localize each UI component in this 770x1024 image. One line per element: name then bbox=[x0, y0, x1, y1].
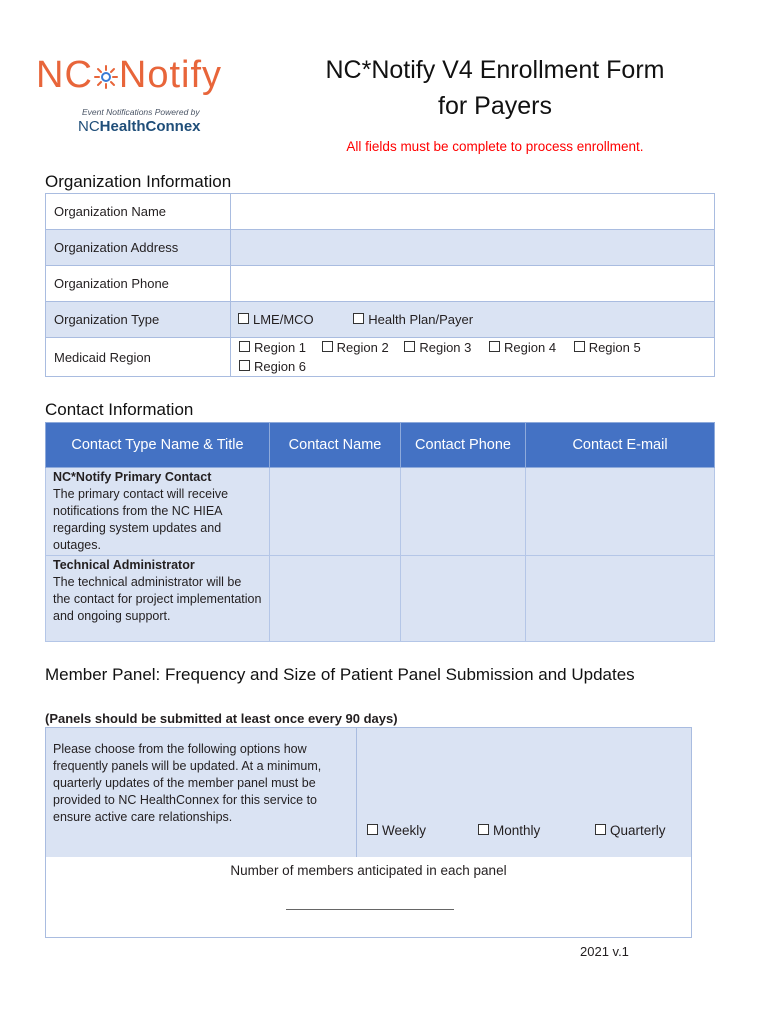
logo-tagline: Event Notifications Powered by bbox=[82, 107, 200, 117]
checkbox-icon bbox=[239, 341, 250, 352]
org-row-address bbox=[46, 230, 715, 266]
col-contact-name: Contact Name bbox=[270, 423, 401, 468]
region-2-checkbox[interactable]: Region 2 bbox=[322, 340, 389, 355]
members-count-box bbox=[45, 857, 692, 938]
monthly-checkbox[interactable]: Monthly bbox=[478, 823, 540, 838]
primary-contact-email-input[interactable] bbox=[526, 468, 715, 556]
form-title: NC*Notify V4 Enrollment Form for Payers bbox=[325, 56, 665, 120]
region-6-checkbox[interactable]: Region 6 bbox=[239, 359, 306, 374]
region-3-checkbox[interactable]: Region 3 bbox=[404, 340, 471, 355]
org-row-phone bbox=[46, 266, 715, 302]
quarterly-checkbox[interactable]: Quarterly bbox=[595, 823, 666, 838]
checkbox-icon bbox=[239, 360, 250, 371]
org-table bbox=[45, 193, 715, 377]
medicaid-region-options bbox=[231, 338, 715, 377]
frequency-instructions: Please choose from the following options how frequently panels will be updated. At a minimum, quarterly updates of the member panel must be provided to NC HealthConnex for this service to ensure active care relationships. bbox=[53, 742, 322, 824]
org-row-name bbox=[46, 194, 715, 230]
logo-sun-icon bbox=[94, 56, 118, 80]
contact-row-technical bbox=[46, 556, 715, 642]
version-label: 2021 v.1 bbox=[580, 944, 629, 959]
region-4-checkbox[interactable]: Region 4 bbox=[489, 340, 556, 355]
technical-admin-desc: Technical Administrator The technical administrator will be the contact for project implementation and ongoing support. bbox=[46, 556, 270, 642]
checkbox-icon bbox=[478, 824, 489, 835]
org-row-type bbox=[46, 302, 715, 338]
frequency-box bbox=[45, 727, 692, 859]
col-contact-phone: Contact Phone bbox=[401, 423, 526, 468]
org-name-label: Organization Name bbox=[46, 194, 231, 230]
region-1-checkbox[interactable]: Region 1 bbox=[239, 340, 306, 355]
org-type-options bbox=[231, 302, 715, 338]
members-count-label: Number of members anticipated in each panel bbox=[230, 863, 507, 878]
org-name-input[interactable] bbox=[231, 194, 715, 230]
contact-header-row bbox=[46, 423, 715, 468]
org-phone-input[interactable] bbox=[231, 266, 715, 302]
primary-contact-desc: NC*Notify Primary Contact The primary contact will receive notifications from the NC HIEA regarding system updates and outages. bbox=[46, 468, 270, 556]
org-section-heading: Organization Information bbox=[45, 172, 232, 191]
checkbox-icon bbox=[574, 341, 585, 352]
org-type-payer-checkbox[interactable]: Health Plan/Payer bbox=[353, 312, 473, 327]
checkbox-icon bbox=[404, 341, 415, 352]
technical-admin-email-input[interactable] bbox=[526, 556, 715, 642]
region-5-checkbox[interactable]: Region 5 bbox=[574, 340, 641, 355]
contact-row-primary bbox=[46, 468, 715, 556]
org-address-input[interactable] bbox=[231, 230, 715, 266]
checkbox-icon bbox=[489, 341, 500, 352]
member-panel-note: (Panels should be submitted at least once every 90 days) bbox=[45, 711, 398, 726]
checkbox-icon bbox=[595, 824, 606, 835]
technical-admin-name-input[interactable] bbox=[270, 556, 401, 642]
org-phone-label: Organization Phone bbox=[46, 266, 231, 302]
required-notice: All fields must be complete to process enrollment. bbox=[346, 139, 644, 154]
primary-contact-phone-input[interactable] bbox=[401, 468, 526, 556]
checkbox-icon bbox=[353, 313, 364, 324]
medicaid-region-label: Medicaid Region bbox=[46, 338, 231, 377]
primary-contact-name-input[interactable] bbox=[270, 468, 401, 556]
members-count-input[interactable] bbox=[286, 909, 454, 910]
weekly-checkbox[interactable]: Weekly bbox=[367, 823, 426, 838]
frequency-divider bbox=[356, 728, 357, 858]
checkbox-icon bbox=[322, 341, 333, 352]
technical-admin-phone-input[interactable] bbox=[401, 556, 526, 642]
logo bbox=[28, 50, 268, 146]
checkbox-icon bbox=[238, 313, 249, 324]
org-row-region bbox=[46, 338, 715, 377]
col-contact-type: Contact Type Name & Title bbox=[46, 423, 270, 468]
col-contact-email: Contact E-mail bbox=[526, 423, 715, 468]
member-panel-heading: Member Panel: Frequency and Size of Patient Panel Submission and Updates bbox=[45, 665, 635, 684]
org-type-lme-checkbox[interactable]: LME/MCO bbox=[238, 312, 314, 327]
logo-wordmark: NC Notify bbox=[36, 54, 223, 96]
contact-section-heading: Contact Information bbox=[45, 400, 194, 419]
contact-table bbox=[45, 422, 715, 642]
org-type-label: Organization Type bbox=[46, 302, 231, 338]
checkbox-icon bbox=[367, 824, 378, 835]
org-address-label: Organization Address bbox=[46, 230, 231, 266]
logo-partner: NCHealthConnex bbox=[78, 118, 201, 135]
